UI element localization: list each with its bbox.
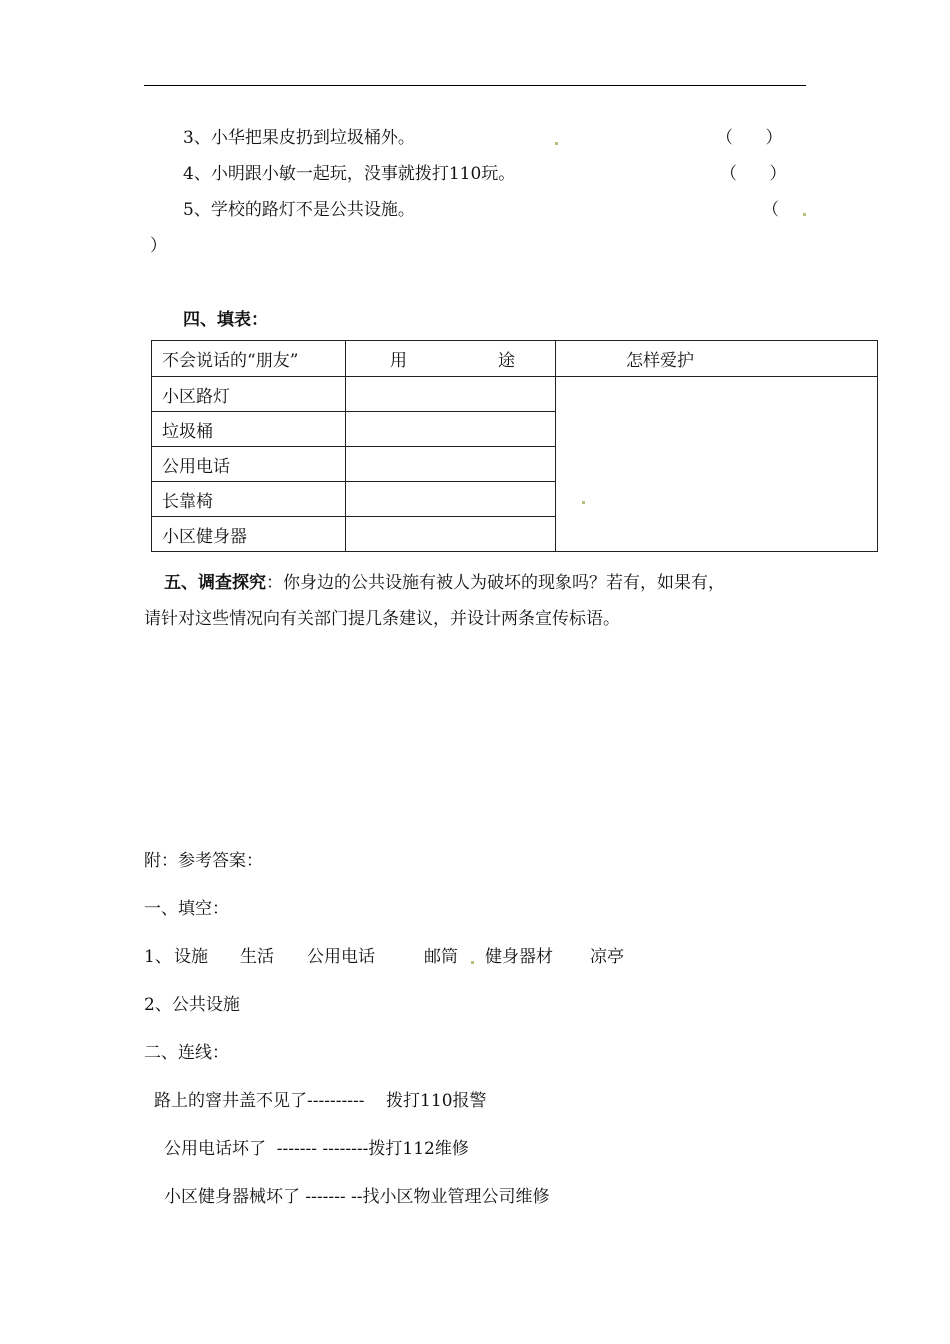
judge-item-5: 5、学校的路灯不是公共设施。 (183, 200, 415, 220)
answers-fill-1-item: 设施 (174, 947, 208, 967)
header-use: 用 途 (346, 341, 556, 377)
table-section-title: 四、填表： (183, 310, 268, 330)
answers-fill-1-num: 1、 (144, 947, 172, 967)
answers-fill-1-item: 凉亭 (590, 947, 624, 967)
answers-fill-1-item: 生活 (240, 947, 274, 967)
row-label: 垃圾桶 (152, 412, 346, 447)
table-header-row (152, 341, 878, 377)
scan-dot (555, 142, 558, 145)
row-label: 小区路灯 (152, 377, 346, 412)
row-label: 公用电话 (152, 447, 346, 482)
use-cell[interactable] (346, 377, 556, 412)
header-how-to-protect: 怎样爱护 (556, 341, 878, 377)
answers-connect-title: 二、连线： (144, 1043, 229, 1063)
judge-item-4: 4、小明跟小敏一起玩，没事就拨打110玩。 (183, 164, 516, 184)
answer-paren-5-open[interactable]: （ (762, 200, 779, 220)
row-label: 小区健身器 (152, 517, 346, 552)
header-friend: 不会说话的“朋友” (152, 341, 346, 377)
connect-line-2: 公用电话坏了 ------- --------拨打112维修 (164, 1139, 469, 1159)
connect-line-3: 小区健身器械坏了 ------- --找小区物业管理公司维修 (164, 1187, 550, 1207)
answer-paren-4[interactable]: （ ） (720, 164, 787, 184)
header-rule (144, 85, 806, 86)
scan-dot (471, 961, 474, 964)
answer-paren-3[interactable]: （ ） (716, 128, 783, 148)
protect-cell[interactable] (556, 377, 878, 552)
judge-item-3: 3、小华把果皮扔到垃圾桶外。 (183, 128, 415, 148)
use-cell[interactable] (346, 447, 556, 482)
scan-dot (582, 501, 585, 504)
answers-fill-2: 2、公共设施 (144, 995, 240, 1015)
use-cell[interactable] (346, 412, 556, 447)
table-row (152, 377, 878, 412)
use-cell[interactable] (346, 517, 556, 552)
fill-table (151, 340, 878, 552)
answer-paren-5-close: ） (150, 236, 167, 256)
answers-fill-title: 一、填空： (144, 899, 229, 919)
connect-line-1: 路上的窨井盖不见了---------- 拨打110报警 (154, 1091, 487, 1111)
use-cell[interactable] (346, 482, 556, 517)
scan-dot (803, 213, 806, 216)
row-label: 长靠椅 (152, 482, 346, 517)
investigate-line-1: 五、调查探究：你身边的公共设施有被人为破坏的现象吗？若有，如果有， (164, 573, 725, 593)
investigate-line-2: 请针对这些情况向有关部门提几条建议，并设计两条宣传标语。 (144, 609, 620, 629)
answers-fill-1-item: 公用电话 (307, 947, 375, 967)
answers-fill-1-item: 健身器材 (485, 947, 553, 967)
answers-heading: 附：参考答案： (144, 851, 263, 871)
answers-fill-1-item: 邮筒 (424, 947, 458, 967)
